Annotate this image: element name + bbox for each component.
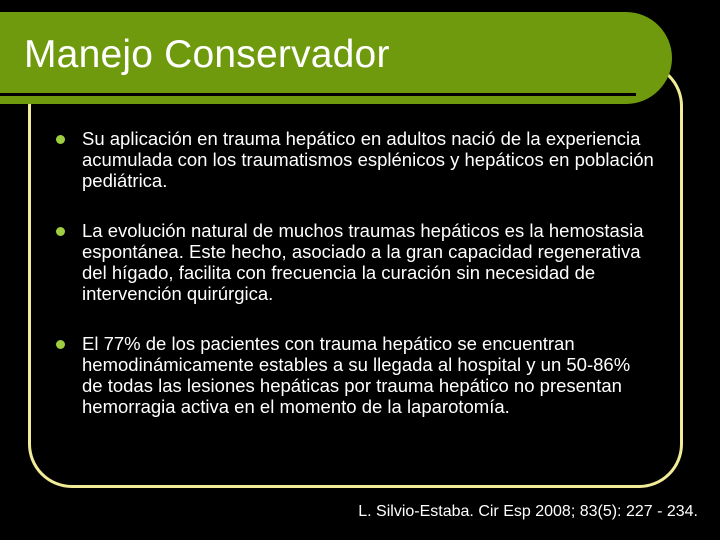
bullet-list [54,128,654,446]
bullet-item [54,333,654,417]
bullet-text: La evolución natural de muchos traumas hepáticos es la hemostasia espontánea. Este hecho, asociado a la gran capacidad regenerativa del hígado, facilita con frecuencia la curación sin necesidad de intervención quirúrgica. [82,220,644,304]
slide-title: Manejo Conservador [24,33,390,76]
bullet-dot-icon [56,135,65,144]
bullet-text: El 77% de los pacientes con trauma hepático se encuentran hemodinámicamente estables a su llegada al hospital y un 50-86% de todas las lesiones hepáticas por trauma hepático no presentan hemorragia activa en el momento de la laparotomía. [82,333,631,417]
title-underline [0,93,636,96]
bullet-item [54,220,654,304]
bullet-dot-icon [56,227,65,236]
citation: L. Silvio-Estaba. Cir Esp 2008; 83(5): 227 - 234. [358,503,698,520]
bullet-dot-icon [56,340,65,349]
bullet-item [54,128,654,191]
bullet-text: Su aplicación en trauma hepático en adultos nació de la experiencia acumulada con los traumatismos esplénicos y hepáticos en población pediátrica. [82,128,654,191]
